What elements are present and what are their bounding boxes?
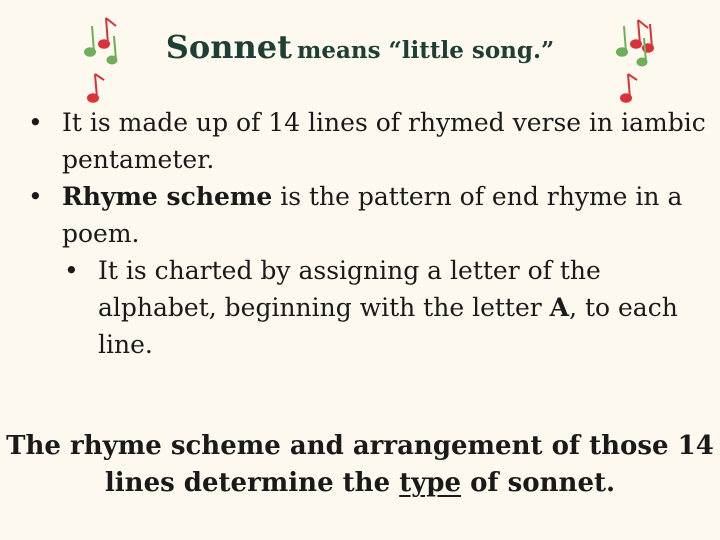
bullet-dot-icon: • — [28, 108, 43, 137]
bullet-bold-text: Rhyme scheme — [62, 182, 273, 211]
bullet-text: is the pattern of end rhyme in a poem. — [62, 182, 683, 248]
title-rest: means “little song.” — [297, 37, 555, 64]
slide-title — [0, 28, 720, 66]
bullet-dot-icon: • — [28, 182, 43, 211]
closing-after: of sonnet. — [461, 468, 616, 498]
bullet-item — [28, 104, 718, 178]
bullet-text: It is charted by assigning a letter of the alphabet, beginning with the letter — [98, 256, 601, 322]
closing-underlined-word: type — [399, 468, 462, 498]
bullet-bold-text: A — [549, 293, 570, 322]
bullet-dot-icon: • — [64, 256, 79, 285]
closing-before: The rhyme scheme and arrangement of those 14 lines determine the — [6, 431, 714, 498]
bullet-text: , to each line. — [98, 293, 678, 359]
bullet-item — [64, 252, 718, 363]
bullet-text: It is made up of 14 lines of rhymed verse in iambic pentameter. — [62, 108, 706, 174]
title-emphasis: Sonnet — [165, 28, 292, 66]
bullet-item — [28, 178, 718, 252]
closing-statement — [0, 428, 720, 502]
bullet-list — [28, 104, 718, 363]
